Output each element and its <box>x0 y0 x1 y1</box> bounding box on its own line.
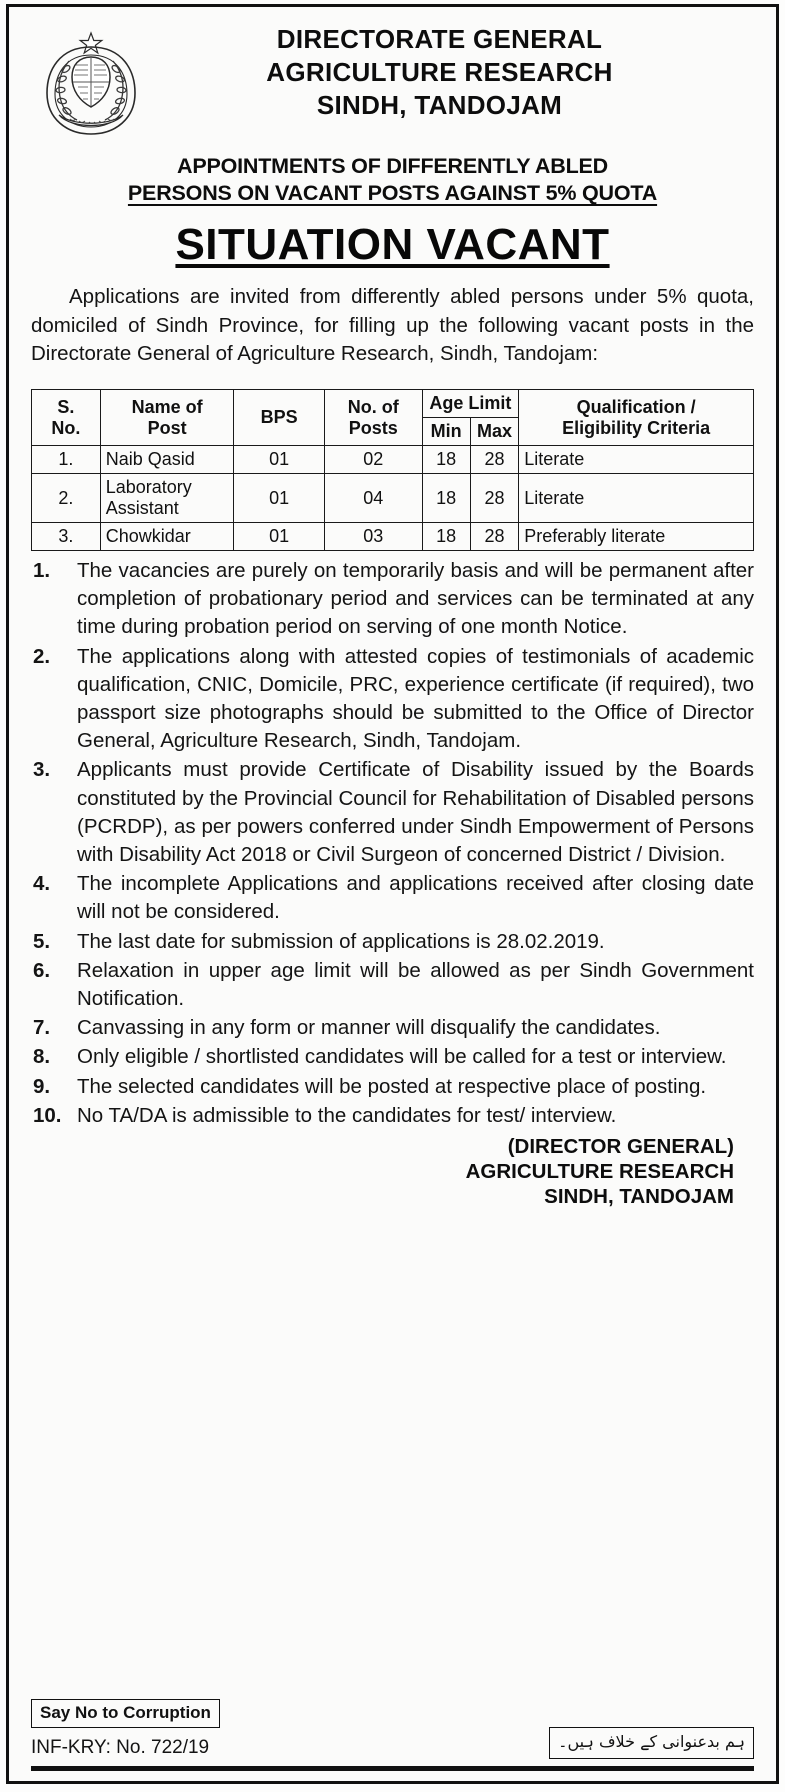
cell-qualification: Preferably literate <box>519 523 754 551</box>
government-of-sindh-emblem-icon <box>39 27 143 139</box>
list-item-number: 6. <box>33 958 51 982</box>
serial-header-line2: No. <box>51 417 81 438</box>
column-header-qualification <box>519 390 754 446</box>
column-header-post-name <box>100 390 234 446</box>
serial-header-line1: S. <box>57 396 75 417</box>
post-header-line1: Name of <box>131 396 203 417</box>
cell-number-of-posts: 02 <box>324 446 422 474</box>
footer-row <box>31 1699 754 1759</box>
urdu-slogan-box: ہم بدعنوانی کے خلاف ہیں۔ <box>549 1727 754 1759</box>
list-item-text: The last date for submission of applications is 28.02.2019. <box>77 929 605 953</box>
list-item <box>31 870 754 926</box>
list-item-text: No TA/DA is admissible to the candidates for test/ interview. <box>77 1103 617 1127</box>
column-header-age-max: Max <box>470 418 518 446</box>
status-badge: Say No to Corruption <box>31 1699 220 1728</box>
column-header-serial-number <box>32 390 101 446</box>
qualification-header-line2: Eligibility Criteria <box>562 417 711 438</box>
list-item <box>31 957 754 1013</box>
list-item-number: 2. <box>33 644 51 668</box>
cell-qualification: Literate <box>519 474 754 523</box>
table-row <box>32 474 754 523</box>
vacant-posts-table <box>31 389 754 551</box>
list-item-text: Applicants must provide Certificate of Disability issued by the Boards constituted by the Provincial Council for Rehabilitation of Disabled persons (PCRDP), as per powers conferred under Sindh Empowerment of Persons with Disability Act 2018 or Civil Surgeon of concerned District / Division. <box>77 758 754 867</box>
cell-age-max: 28 <box>470 446 518 474</box>
signature-line-2: AGRICULTURE RESEARCH <box>465 1160 734 1184</box>
cell-serial-number: 1. <box>32 446 101 474</box>
subtitle-block <box>31 153 754 207</box>
cell-qualification: Literate <box>519 446 754 474</box>
footer <box>31 1699 754 1771</box>
signature-line-3: SINDH, TANDOJAM <box>544 1185 734 1209</box>
post-header-line2: Post <box>147 417 187 438</box>
cell-number-of-posts: 04 <box>324 474 422 523</box>
posts-header-line1: No. of <box>347 396 399 417</box>
org-line-2: AGRICULTURE RESEARCH <box>266 57 613 87</box>
list-item <box>31 1014 754 1042</box>
cell-bps: 01 <box>234 523 324 551</box>
table-head <box>32 390 754 446</box>
cell-age-min: 18 <box>422 446 470 474</box>
cell-serial-number: 2. <box>32 474 101 523</box>
signature-line-1: (DIRECTOR GENERAL) <box>507 1135 734 1159</box>
cell-bps: 01 <box>234 474 324 523</box>
list-item-text: Relaxation in upper age limit will be allowed as per Sindh Government Notification. <box>77 958 754 1011</box>
list-item-number: 7. <box>33 1016 51 1040</box>
column-header-bps: BPS <box>234 390 324 446</box>
list-item-number: 5. <box>33 929 51 953</box>
list-item <box>31 1073 754 1101</box>
column-header-age-min: Min <box>422 418 470 446</box>
footer-left <box>31 1699 220 1759</box>
column-header-age-limit: Age Limit <box>422 390 519 418</box>
advertisement-frame <box>6 4 779 1784</box>
list-item-number: 1. <box>33 559 51 582</box>
list-item-number: 10. <box>33 1103 62 1127</box>
subtitle-line-1: APPOINTMENTS OF DIFFERENTLY ABLED <box>177 154 608 178</box>
list-item-text: Canvassing in any form or manner will disqualify the candidates. <box>77 1016 661 1040</box>
list-item-number: 8. <box>33 1045 51 1069</box>
org-line-3: SINDH, TANDOJAM <box>316 90 563 120</box>
posts-header-line2: Posts <box>348 417 398 438</box>
cell-age-min: 18 <box>422 523 470 551</box>
cell-age-max: 28 <box>470 474 518 523</box>
conditions-list <box>31 557 754 1130</box>
cell-post-name: Naib Qasid <box>100 446 234 474</box>
header <box>31 17 754 139</box>
list-item <box>31 557 754 642</box>
intro-paragraph: Applications are invited from differently abled persons under 5% quota, domiciled of Sindh Province, for filling up the following vacant posts in the Directorate General of Agriculture Research, Sindh, Tandojam: <box>31 285 754 365</box>
table-row <box>32 523 754 551</box>
bottom-divider <box>31 1766 754 1771</box>
list-item <box>31 643 754 756</box>
cell-age-min: 18 <box>422 474 470 523</box>
cell-bps: 01 <box>234 446 324 474</box>
advertisement-content <box>31 17 754 1781</box>
list-item-number: 4. <box>33 872 51 896</box>
cell-post-name: Chowkidar <box>100 523 234 551</box>
list-item <box>31 1102 754 1130</box>
list-item-text: The incomplete Applications and applications received after closing date will not be considered. <box>77 872 754 924</box>
table-header-row <box>32 390 754 418</box>
list-item-text: The selected candidates will be posted at respective place of posting. <box>77 1074 707 1098</box>
cell-serial-number: 3. <box>32 523 101 551</box>
list-item-number: 9. <box>33 1074 51 1098</box>
signature-block <box>31 1134 754 1209</box>
organisation-titles <box>143 23 754 122</box>
cell-number-of-posts: 03 <box>324 523 422 551</box>
page-title: SITUATION VACANT <box>175 220 610 269</box>
org-line-1: DIRECTORATE GENERAL <box>276 24 603 54</box>
cell-age-max: 28 <box>470 523 518 551</box>
list-item-text: Only eligible / shortlisted candidates will be called for a test or interview. <box>77 1045 727 1069</box>
list-item-text: The vacancies are purely on temporarily basis and will be permanent after completion of probationary period and services can be terminated at any time during probation period on serving of one month Notice. <box>77 559 754 639</box>
qualification-header-line1: Qualification / <box>576 396 696 417</box>
subtitle-line-2: PERSONS ON VACANT POSTS AGAINST 5% QUOTA <box>127 181 658 205</box>
list-item <box>31 928 754 956</box>
list-item <box>31 1043 754 1071</box>
inf-reference-number: INF-KRY: No. 722/19 <box>31 1737 210 1758</box>
list-item-number: 3. <box>33 758 51 782</box>
table-body <box>32 446 754 551</box>
cell-post-name: Laboratory Assistant <box>100 474 234 523</box>
list-item <box>31 756 754 869</box>
column-header-number-of-posts <box>324 390 422 446</box>
list-item-text: The applications along with attested copies of testimonials of academic qualification, CNIC, Domicile, PRC, experience certificate (if required), two passport size photographs should be submitted to the Office of Director General, Agriculture Research, Sindh, Tandojam. <box>77 644 754 753</box>
table-row <box>32 446 754 474</box>
